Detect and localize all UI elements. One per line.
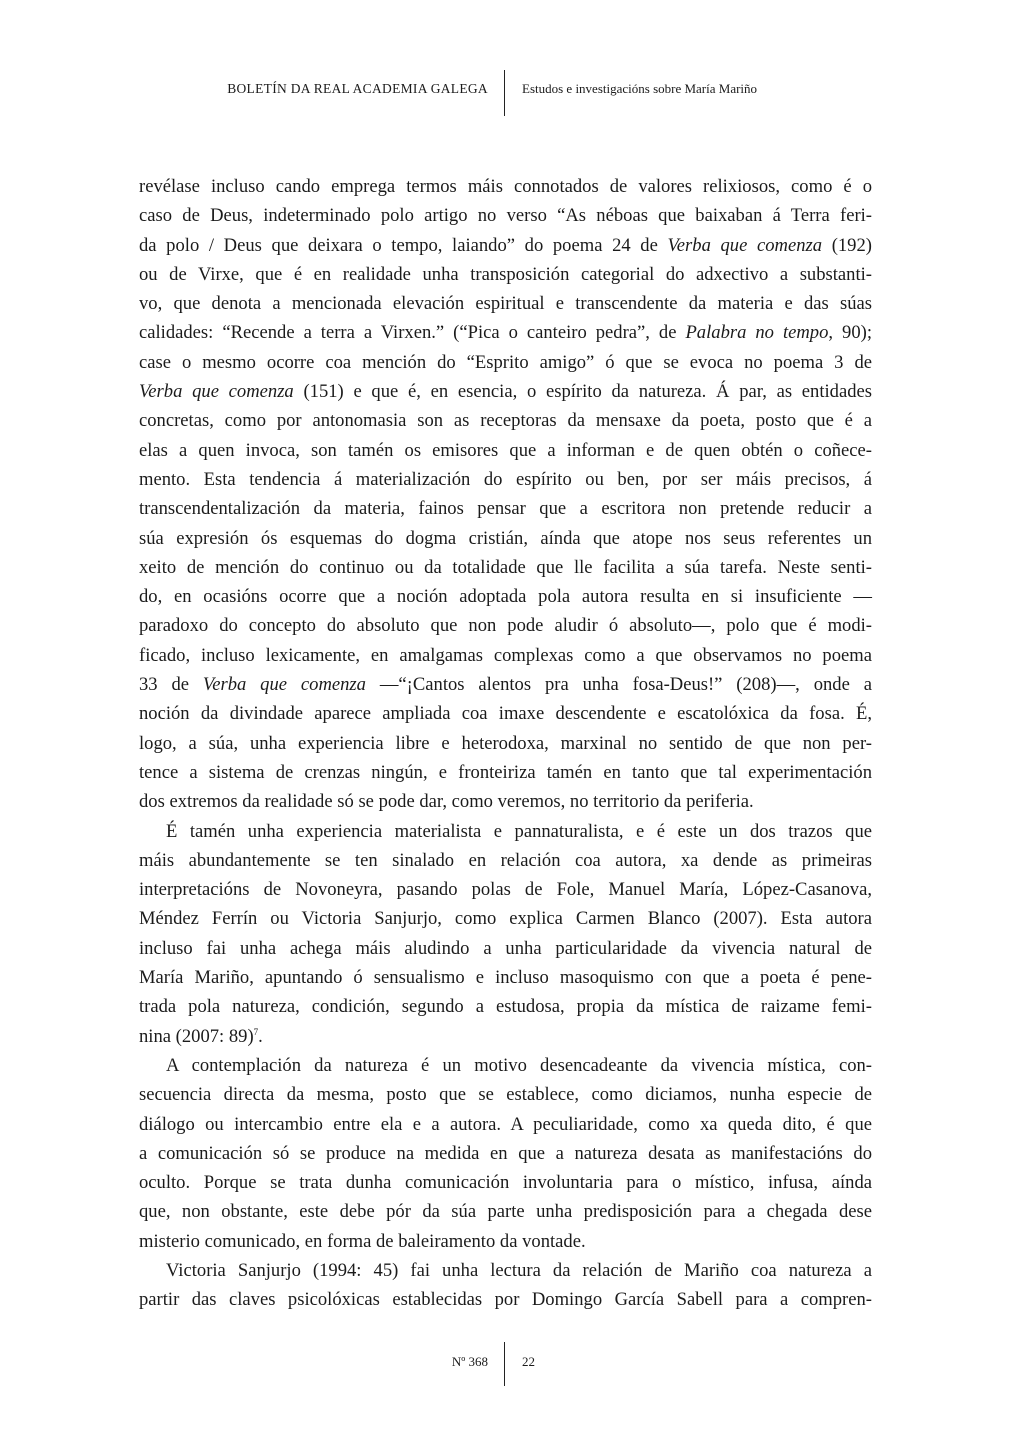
book-title: Verba que comenza [139,381,294,403]
text-line: súa expresión ós esquemas do dogma cristián, aínda que atope nos seus referentes un [139,527,872,549]
text-line: oculto. Porque se trata dunha comunicación involuntaria para o místico, infusa, aínda [139,1172,872,1194]
footer-divider [504,1342,505,1386]
text-line: ou de Virxe, que é en realidade unha transposición categorial do adxectivo a substanti- [139,263,872,285]
paragraph-4 [139,1256,872,1315]
text-line [139,377,872,406]
text-line [139,1022,872,1051]
book-title: Palabra no tempo [685,322,829,344]
text-line: concretas, como por antonomasia son as receptoras da mensaxe da poeta, posto que é a [139,410,872,432]
text-line: diálogo ou intercambio entre ela e a autora. A peculiaridade, como xa queda dito, é que [139,1113,872,1135]
text-line: do, en ocasións ocorre que a noción adoptada pola autora resulta en si insuficiente — [139,586,872,608]
paragraph-2 [139,817,872,1051]
text-line: secuencia directa da mesma, posto que se establece, como diciamos, nunha especie de [139,1084,872,1106]
text-segment: (151) e que é, en esencia, o espírito da natureza. Á par, as entidades [293,381,872,403]
text-line: Victoria Sanjurjo (1994: 45) fai unha lectura da relación de Mariño coa natureza a [166,1259,872,1281]
text-line: Méndez Ferrín ou Victoria Sanjurjo, como explica Carmen Blanco (2007). Esta autora [139,908,872,930]
text-line: mento. Esta tendencia á materialización do espírito ou ben, por ser máis precisos, á [139,468,872,490]
running-header-journal: BOLETÍN DA REAL ACADEMIA GALEGA [227,81,488,96]
text-line: dos extremos da realidade só se pode dar, como veremos, no territorio da periferia. [139,791,754,813]
running-header-section: Estudos e investigacións sobre María Mariño [522,81,758,96]
text-line: incluso fai unha achega máis aludindo a unha particularidade da vivencia natural de [139,937,872,959]
text-line: vo, que denota a mencionada elevación espiritual e transcendente da materia e das súas [139,293,872,315]
text-line: A contemplación da natureza é un motivo desencadeante da vivencia mística, con- [166,1054,872,1076]
text-line [139,670,872,699]
article-body [139,172,872,1315]
text-segment: . [258,1025,263,1047]
text-line: máis abundantemente se ten sinalado en relación coa autora, xa dende as primeiras [139,849,872,871]
text-line: partir das claves psicolóxicas establecidas por Domingo García Sabell para a compren- [139,1289,872,1311]
text-line: case o mesmo ocorre coa mención do “Esprito amigo” ó que se evoca no poema 3 de [139,351,872,373]
text-line: que, non obstante, este debe pór da súa parte unha predisposición para a chegada dese [139,1201,872,1223]
text-line [139,231,872,260]
text-line: misterio comunicado, en forma de baleiramento da vontade. [139,1230,586,1252]
header-divider [504,70,505,116]
text-line: interpretacións de Novoneyra, pasando polas de Fole, Manuel María, López-Casanova, [139,879,872,901]
text-line: paradoxo do concepto do absoluto que non pode aludir ó absoluto—, polo que é modi- [139,615,872,637]
text-line: noción da divindade aparece ampliada coa imaxe descendente e escatolóxica da fosa. É, [139,703,872,725]
text-segment: (192) [822,234,872,256]
text-segment: —“¡Cantos alentos pra unha fosa-Deus!” (208)—, onde a [365,674,872,696]
text-line: revélase incluso cando emprega termos máis connotados de valores relixiosos, como é o [139,176,872,197]
text-line: xeito de mención do continuo ou da totalidade que lle facilita a súa tarefa. Neste senti- [139,556,872,578]
text-segment: 33 de [139,674,203,696]
book-title: Verba que comenza [667,234,823,256]
text-line [139,318,872,347]
text-segment: calidades: “Recende a terra a Virxen.” (“Pica o canteiro pedra”, de [139,322,686,344]
text-line: María Mariño, apuntando ó sensualismo e incluso masoquismo con que a poeta é pene- [139,967,872,989]
book-title: Verba que comenza [202,674,366,696]
paragraph-3 [139,1051,872,1256]
text-line: caso de Deus, indeterminado polo artigo no verso “As néboas que baixaban á Terra feri- [139,205,872,227]
text-line: É tamén unha experiencia materialista e pannaturalista, e é este un dos trazos que [166,820,872,842]
footnote-ref[interactable]: 7 [253,1026,259,1037]
text-segment: nina (2007: 89) [139,1025,254,1047]
text-line: elas a quen invoca, son tamén os emisores que a informan e de quen obtén o coñece- [139,439,872,461]
text-line: trada pola natureza, condición, segundo a estudosa, propia da mística de raizame femi- [139,996,872,1018]
paragraph-1 [139,172,872,817]
text-segment: da polo / Deus que deixara o tempo, laiando” do poema 24 de [139,234,668,256]
text-segment: , 90); [828,322,872,344]
text-line: logo, a súa, unha experiencia libre e heterodoxa, marxinal no sentido de que non per- [139,732,872,754]
text-line: tence a sistema de crenzas ningún, e fronteiriza tamén en tanto que tal experimentación [139,761,872,783]
footer-issue-number: Nº 368 [451,1354,488,1369]
page-number: 22 [522,1354,535,1369]
text-line: a comunicación só se produce na medida en que a natureza desata as manifestacións do [139,1142,872,1164]
text-line: ficado, incluso lexicamente, en amalgamas complexas como a que observamos no poema [139,644,872,666]
text-line: transcendentalización da materia, fainos pensar que a escritora non pretende reducir a [139,498,872,520]
